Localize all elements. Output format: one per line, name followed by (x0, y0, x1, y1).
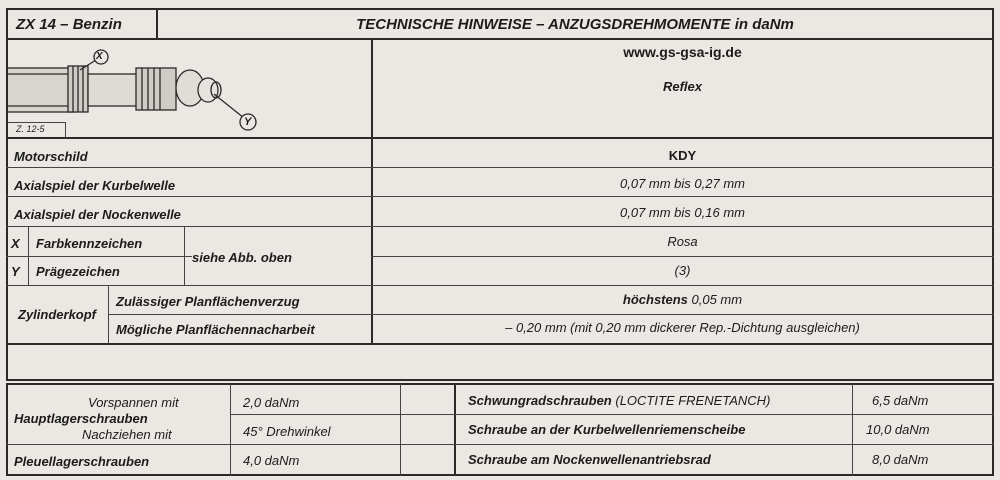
praegezeichen-label: Prägezeichen (36, 264, 120, 279)
torque-mid-divider (454, 383, 456, 476)
riemenscheibe-label: Schraube an der Kurbelwellenriemenscheibe (468, 422, 746, 437)
spacer-box (6, 343, 994, 381)
caption-box (8, 122, 66, 137)
xy-label-divider (184, 226, 185, 285)
nockenwellenrad-value: 8,0 daNm (872, 452, 929, 467)
y-letter: Y (11, 264, 20, 279)
row-line-3 (6, 226, 994, 227)
torque-left-value-divider (230, 383, 231, 476)
planflaechenverzug-label: Zulässiger Planflächenverzug (116, 294, 300, 309)
figure-caption: Z. 12-5 (16, 124, 45, 134)
axial-kurbelwelle-label: Axialspiel der Kurbelwelle (14, 178, 176, 193)
website-url: www.gs-gsa-ig.de (623, 44, 742, 60)
leader-y (214, 94, 244, 118)
axial-kurbelwelle-value: 0,07 mm bis 0,27 mm (620, 176, 745, 191)
zylinderkopf-label: Zylinderkopf (18, 307, 97, 322)
torque-right-value-divider (852, 383, 853, 476)
axial-nockenwelle-value: 0,07 mm bis 0,16 mm (620, 205, 745, 220)
model-name: Reflex (662, 79, 703, 94)
farbkennzeichen-label: Farbkennzeichen (36, 236, 143, 251)
vorspannen-label: Vorspannen mit (88, 395, 179, 410)
nockenwellenrad-label: Schraube am Nockenwellenantriebsrad (468, 452, 711, 467)
siehe-abb-label: siehe Abb. oben (192, 250, 292, 265)
planflaechennacharbeit-label: Mögliche Planflächennacharbeit (116, 322, 315, 337)
crankshaft-drawing (8, 66, 221, 112)
row-line-6 (108, 314, 994, 315)
model-box (6, 8, 158, 40)
torque-line-a (230, 414, 994, 415)
planflaechennacharbeit-value: – 0,20 mm (mit 0,20 mm dickerer Rep.-Dichtung ausgleichen) (505, 320, 860, 335)
row-line-4 (6, 256, 192, 257)
planflaechenverzug-value (373, 292, 992, 307)
planflaechenverzug-value-bold: höchstens (622, 292, 688, 307)
x-letter: X (11, 236, 20, 251)
row-line-1 (6, 167, 994, 168)
marker-y-label: Y (244, 116, 252, 128)
zylinderkopf-divider (108, 285, 109, 343)
schwungrad-label-rest: (LOCTITE FRENETANCH) (611, 393, 771, 408)
row-line-4b (371, 256, 994, 257)
title-box (156, 8, 994, 40)
axial-nockenwelle-label: Axialspiel der Nockenwelle (14, 207, 181, 222)
page-title: TECHNISCHE HINWEISE – ANZUGSDREHMOMENTE in daNm (356, 16, 794, 33)
farbkennzeichen-value: Rosa (667, 234, 698, 249)
pleuel-label: Pleuellagerschrauben (14, 454, 150, 469)
nachziehen-label: Nachziehen mit (82, 427, 172, 442)
motorschild-label: Motorschild (14, 149, 88, 164)
hauptlager-label: Hauptlagerschrauben (14, 411, 148, 426)
xy-letter-divider (28, 226, 29, 285)
pleuel-value: 4,0 daNm (243, 453, 300, 468)
marker-x-label: X (96, 51, 103, 62)
planflaechenverzug-value-rest: 0,05 mm (687, 292, 743, 307)
torque-left-empty-divider (400, 383, 401, 476)
riemenscheibe-value: 10,0 daNm (866, 422, 930, 437)
row-line-2 (6, 196, 994, 197)
model-title: ZX 14 – Benzin (16, 16, 122, 33)
praegezeichen-value: (3) (674, 263, 691, 278)
vorspannen-value: 2,0 daNm (243, 395, 300, 410)
torque-line-b (6, 444, 994, 445)
schwungrad-label (468, 393, 770, 408)
figure-bottom-line (6, 137, 994, 139)
schwungrad-value: 6,5 daNm (872, 393, 929, 408)
row-line-5 (6, 285, 994, 286)
schwungrad-label-bold: Schwungradschrauben (468, 393, 612, 408)
motorschild-value: KDY (668, 148, 697, 163)
nachziehen-value: 45° Drehwinkel (243, 424, 331, 439)
